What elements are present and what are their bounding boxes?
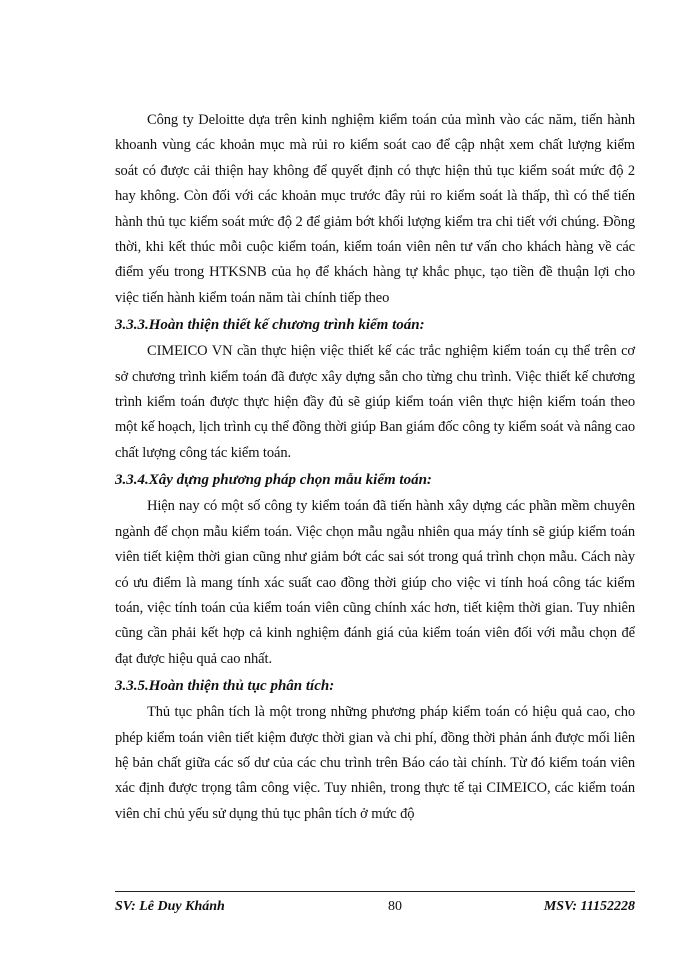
page-footer bbox=[115, 897, 635, 919]
footer-student-name: SV: Lê Duy Khánh bbox=[115, 899, 225, 914]
paragraph-deloitte: Công ty Deloitte dựa trên kinh nghiệm kiểm toán của mình vào các năm, tiến hành khoanh vùng các khoản mục mà rủi ro kiểm soát cao để cập nhật xem chất lượng kiểm soát có được cải thiện hay không để quyết định có thực hiện thủ tục kiểm soát mức độ 2 hay không. Còn đối với các khoản mục trước đây rủi ro kiểm soát là thấp, thì có thể tiến hành thủ tục kiểm soát mức độ 2 để giảm bớt khối lượng kiểm tra chi tiết với chúng. Đồng thời, khi kết thúc mỗi cuộc kiểm toán, kiểm toán viên nên tư vấn cho khách hàng về các điểm yếu trong HTKSNB của họ để khách hàng tự khắc phục, tạo tiền đề thuận lợi cho việc tiến hành kiểm toán năm tài chính tiếp theo bbox=[115, 112, 635, 306]
heading-3-3-3: 3.3.3.Hoàn thiện thiết kế chương trình kiểm toán: bbox=[115, 317, 425, 334]
footer-page-number: 80 bbox=[388, 899, 402, 914]
heading-3-3-4: 3.3.4.Xây dựng phương pháp chọn mẫu kiểm toán: bbox=[115, 472, 432, 489]
footer-divider bbox=[115, 891, 635, 892]
paragraph-cimeico-design: CIMEICO VN cần thực hiện việc thiết kế các trắc nghiệm kiểm toán cụ thể trên cơ sở chương trình kiểm toán đã được xây dựng sẵn cho từng chu trình. Việc thiết kế chương trình kiểm toán được thực hiện đầy đủ sẽ giúp kiểm toán viên thực hiện kiểm toán theo một kế hoạch, lịch trình cụ thể đồng thời giúp Ban giám đốc công ty kiểm soát và nâng cao chất lượng công tác kiểm toán. bbox=[115, 343, 635, 461]
paragraph-sampling: Hiện nay có một số công ty kiểm toán đã tiến hành xây dựng các phần mềm chuyên ngành để chọn mẫu kiểm toán. Việc chọn mẫu ngẫu nhiên qua máy tính sẽ giúp kiểm toán viên tiết kiệm thời gian cũng như giảm bớt các sai sót trong quá trình chọn mẫu. Cách này có ưu điểm là mang tính xác suất cao đồng thời giúp cho việc vi tính hoá công tác kiểm toán, việc tính toán của kiểm toán viên cũng chính xác hơn, tiết kiệm thời gian. Tuy nhiên cũng cần phải kết hợp cả kinh nghiệm đánh giá của kiểm toán viên đối với mẫu chọn để đạt được hiệu quả cao nhất. bbox=[115, 498, 635, 667]
heading-3-3-5: 3.3.5.Hoàn thiện thủ tục phân tích: bbox=[115, 678, 335, 695]
page-body bbox=[115, 108, 635, 827]
footer-student-id: MSV: 11152228 bbox=[543, 899, 635, 914]
paragraph-analytical-procedures: Thủ tục phân tích là một trong những phương pháp kiểm toán có hiệu quả cao, cho phép kiểm toán viên tiết kiệm được thời gian và chi phí, đồng thời phản ánh được mối liên hệ bản chất giữa các số dư của các chu trình trên Báo cáo tài chính. Từ đó kiểm toán viên xác định được trọng tâm công việc. Tuy nhiên, trong thực tế tại CIMEICO, các kiểm toán viên chỉ chủ yếu sử dụng thủ tục phân tích ở mức độ bbox=[115, 704, 635, 822]
